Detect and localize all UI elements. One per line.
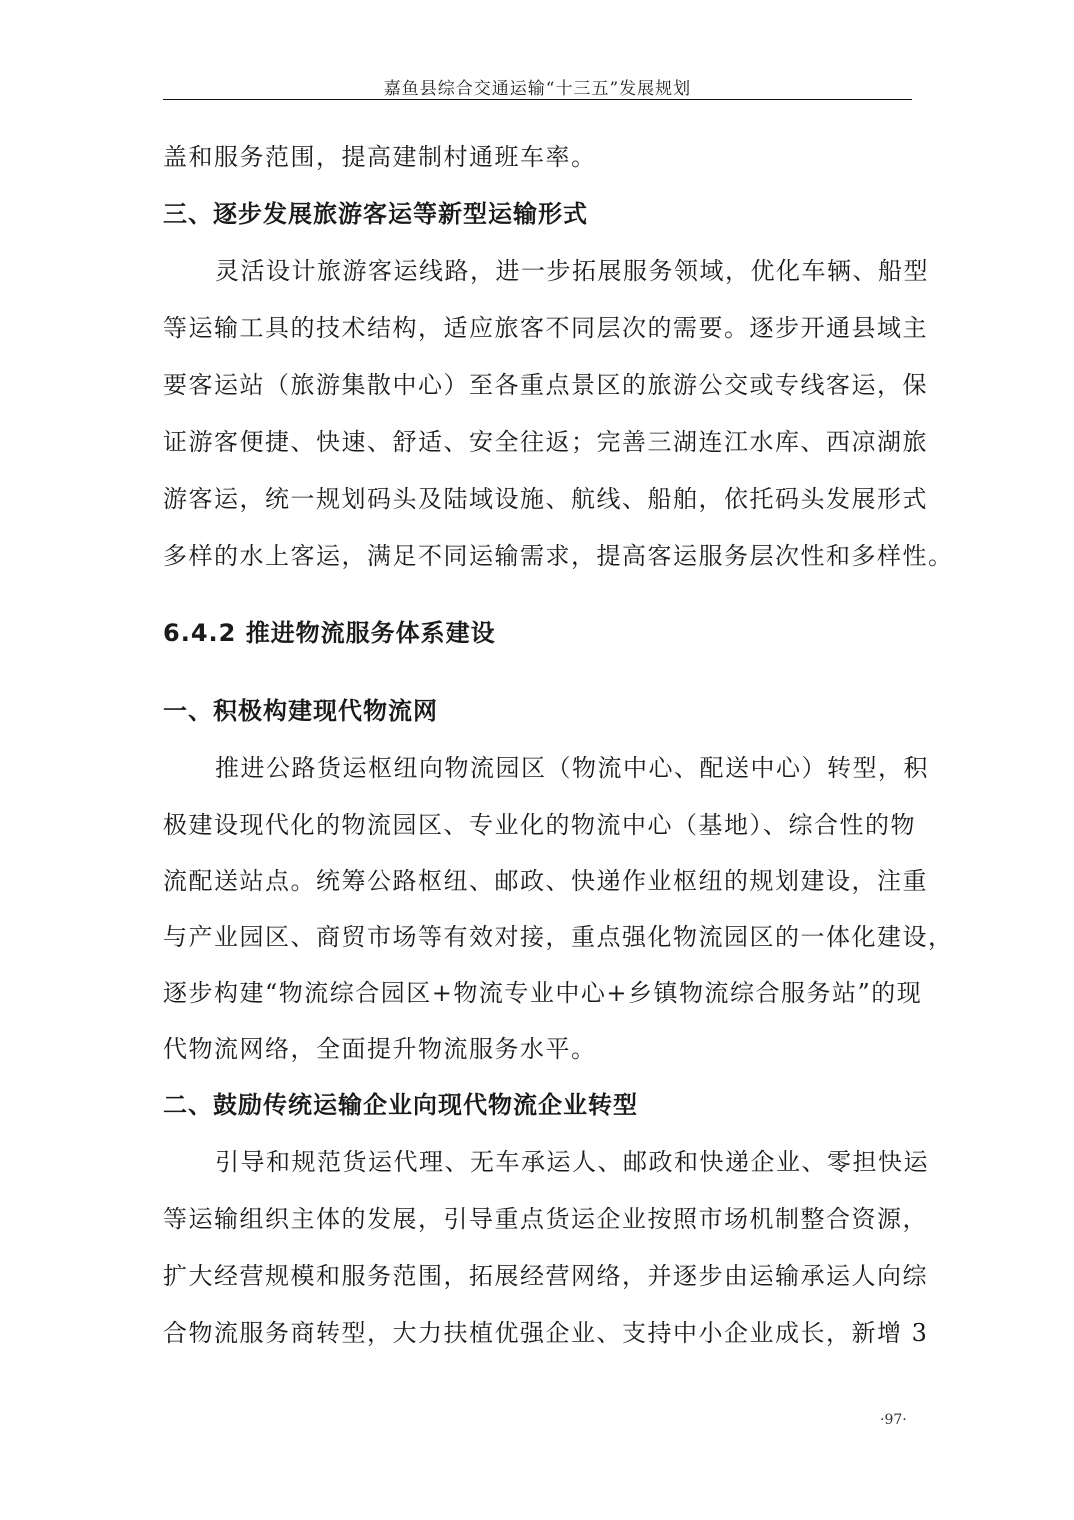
body-line: 多样的水上客运，满足不同运输需求，提高客运服务层次性和多样性。	[163, 542, 954, 570]
running-header: 嘉鱼县综合交通运输“十三五”发展规划	[383, 79, 692, 99]
body-line: 引导和规范货运代理、无车承运人、邮政和快递企业、零担快运	[215, 1148, 929, 1176]
body-line: 扩大经营规模和服务范围，拓展经营网络，并逐步由运输承运人向综	[163, 1262, 928, 1290]
page-number: ·97·	[880, 1412, 907, 1428]
body-line: 极建设现代化的物流园区、专业化的物流中心（基地）、综合性的物	[163, 811, 916, 839]
subheading: 三、逐步发展旅游客运等新型运输形式	[163, 200, 588, 228]
body-line: 游客运，统一规划码头及陆域设施、航线、船舶，依托码头发展形式	[163, 485, 928, 513]
subheading: 二、鼓励传统运输企业向现代物流企业转型	[163, 1091, 638, 1119]
body-line: 等运输组织主体的发展，引导重点货运企业按照市场机制整合资源，	[163, 1205, 928, 1233]
body-line: 与产业园区、商贸市场等有效对接，重点强化物流园区的一体化建设，	[163, 923, 954, 951]
body-line: 要客运站（旅游集散中心）至各重点景区的旅游公交或专线客运，保	[163, 371, 928, 399]
body-line: 推进公路货运枢纽向物流园区（物流中心、配送中心）转型，积	[215, 754, 929, 782]
section-heading: 6.4.2 推进物流服务体系建设	[163, 619, 496, 647]
body-line: 盖和服务范围，提高建制村通班车率。	[163, 143, 597, 171]
body-line: 等运输工具的技术结构，适应旅客不同层次的需要。逐步开通县域主	[163, 314, 928, 342]
subheading: 一、积极构建现代物流网	[163, 697, 438, 725]
body-line: 合物流服务商转型，大力扶植优强企业、支持中小企业成长，新增 3	[163, 1319, 929, 1347]
header-rule	[163, 99, 912, 100]
body-line: 灵活设计旅游客运线路，进一步拓展服务领域，优化车辆、船型	[215, 257, 929, 285]
body-line: 逐步构建“物流综合园区+物流专业中心+乡镇物流综合服务站”的现	[163, 979, 923, 1007]
body-line: 流配送站点。统筹公路枢纽、邮政、快递作业枢纽的规划建设，注重	[163, 867, 928, 895]
body-line: 证游客便捷、快速、舒适、安全往返；完善三湖连江水库、西凉湖旅	[163, 428, 928, 456]
body-line: 代物流网络，全面提升物流服务水平。	[163, 1035, 597, 1063]
